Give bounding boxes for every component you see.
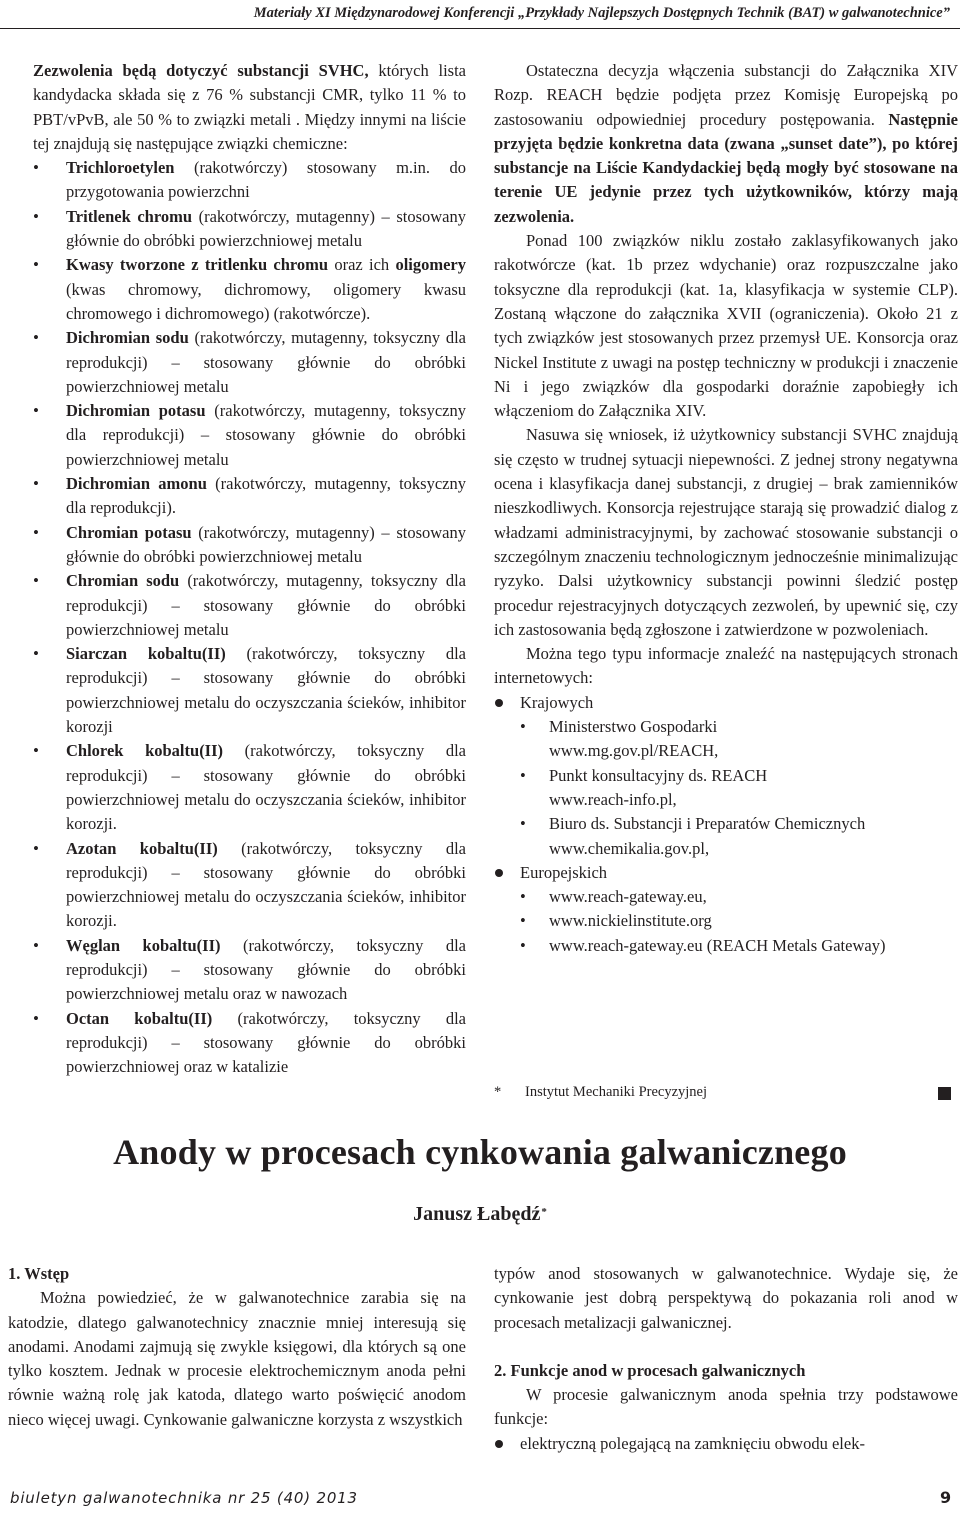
list-item xyxy=(33,326,466,399)
substance-name: Chromian potasu xyxy=(66,522,192,542)
author-footnote-mark: * xyxy=(541,1206,547,1218)
paragraph-conclusion: Nasuwa się wniosek, iż użytkownicy substancji SVHC znajdują się często w trudnej sytuacji niepewności. Z jednej strony negatywna ocena i klasyfikacja danej substancji, z drugiej – brak zamienników nieszkodliwych. Konsorcja rejestrujące starają się prowadzić dialog z władzami administracyjnymi, by zachować stosowanie substancji o szczególnym znaczeniu technologicznym jednocześnie minimalizując ryzyko. Dalsi użytkownicy substancji powinni śledzić postęp procedur rejestracyjnych dotyczących zezwoleń, by upewnić się, czy ich zastosowania będą zgłoszone i zatwierdzone w pozwoleniach. xyxy=(494,425,958,639)
list-item xyxy=(33,156,466,205)
substance-name: Węglan kobaltu(II) xyxy=(66,935,221,955)
end-of-article-mark xyxy=(938,1087,951,1100)
website-url: www.chemikalia.gov.pl, xyxy=(549,838,710,858)
article-title: Anody w procesach cynkowania galwanicznego xyxy=(113,1132,847,1172)
substance-description: (rakotwórczy, mutagenny, toksyczny dla reprodukcji) – stosowany głównie do obróbki powierzchniowej metalu xyxy=(66,571,466,639)
list-item xyxy=(494,861,958,958)
list-item xyxy=(33,205,466,254)
footer-journal-name: biuletyn galwanotechnika nr 25 (40) 2013 xyxy=(10,1489,358,1507)
substance-description: (rakotwórczy, mutagenny, toksyczny dla reprodukcji) – stosowany głównie do obróbki powierzchniowej metalu xyxy=(66,401,466,469)
article-right-column xyxy=(494,1262,958,1456)
left-column xyxy=(33,59,466,1079)
substance-description: (rakotwórczy) stosowany m.in. do przygotowania powierzchni xyxy=(66,158,466,202)
institution-name: • Punkt konsultacyjny ds. REACH xyxy=(520,764,958,788)
page-number: 9 xyxy=(940,1488,952,1507)
substance-description: (rakotwórczy, toksyczny dla reprodukcji) – stosowany głównie do obróbki powierzchniowej metalu do oczyszczania ścieków, inhibitor korozji. xyxy=(66,838,466,931)
section-1-continuation: typów anod stosowanych w galwanotechnice. Wydaje się, że cynkowanie jest dobrą perspektywą do pokazania roli anod w procesach metalizacji galwanicznej. xyxy=(494,1264,958,1332)
substance-name: Trichloroetylen xyxy=(66,158,175,178)
list-item xyxy=(33,837,466,934)
substance-description: (rakotwórczy, toksyczny dla reprodukcji) – stosowany głównie do obróbki powierzchniowej metalu oraz w nawozach xyxy=(66,935,466,1004)
substance-description: (rakotwórczy, mutagenny) – stosowany głównie do obróbki powierzchniowej metalu xyxy=(66,206,467,251)
paragraph-sunset-date-bold: Następnie przyjęta będzie konkretna data (zwana „sunset date”), po której substancje na Liście Kandydackiej będą mogły być stosowane na terenie UE jedynie przez tych użytkowników, którzy mają zezwolenia. xyxy=(494,109,958,226)
website-sublist xyxy=(520,885,958,958)
substance-name: Dichromian potasu xyxy=(66,401,206,421)
svhc-intro-text: których lista kandydacka składa się z 76 % substancji CMR, tylko 11 % to PBT/vPvB, ale 50 % to związki metali . Między innymi na liście tej znajdują się następujące związki chemiczne: xyxy=(33,61,466,153)
right-column xyxy=(494,59,958,958)
website-list xyxy=(494,691,958,958)
website-url: www.mg.gov.pl/REACH, xyxy=(549,741,719,761)
substance-description: (rakotwórczy, mutagenny, toksyczny dla reprodukcji) – stosowany głównie do obróbki powierzchniowej metalu xyxy=(66,328,467,396)
substance-name: Dichromian amonu xyxy=(66,474,207,494)
article-author xyxy=(0,1199,960,1229)
substance-name: Chromian sodu xyxy=(66,571,180,591)
substance-name: Kwasy tworzone z tritlenku chromu xyxy=(66,255,329,275)
footnote-mark: * xyxy=(494,1084,502,1100)
footnote-text: Instytut Mechaniki Precyzyjnej xyxy=(525,1084,708,1100)
paragraph-sunset-date xyxy=(494,59,958,229)
substance-name: Octan kobaltu(II) xyxy=(66,1008,213,1028)
substance-name: Dichromian sodu xyxy=(66,328,189,348)
section-1-text: Można powiedzieć, że w galwanotechnice zarabia się na katodzie, dlatego galwanotechnicy znacznie mniej interesują się anodami. Anodami zajmują się zwykle księgowi, dla których są one tylko kosztem. Jednak w procesie elektrochemicznym anoda pełni równie ważną rolę jak katoda, dlatego warto poświęcić anodom nieco więcej uwagi. Cynkowanie galwaniczne korzysta z wszystkich xyxy=(8,1288,466,1429)
svhc-intro xyxy=(33,59,466,156)
substance-name: Azotan kobaltu(II) xyxy=(66,838,218,858)
website-group-label: Europejskich xyxy=(520,862,608,882)
substance-description: oraz ich xyxy=(328,255,396,275)
substance-name: Siarczan kobaltu(II) xyxy=(66,644,226,664)
institution-name: • Ministerstwo Gospodarki xyxy=(520,715,958,739)
substance-description: (rakotwórczy, toksyczny dla reprodukcji) – stosowany głównie do obróbki powierzchniowej oraz w katalizie xyxy=(66,1008,466,1077)
list-item xyxy=(33,472,466,521)
website-url: • www.reach-gateway.eu, xyxy=(520,885,958,909)
substance-description: (rakotwórczy, mutagenny) – stosowany głównie do obróbki powierzchniowej metalu xyxy=(66,522,466,566)
running-header: Materiały XI Międzynarodowej Konferencji „Przykłady Najlepszych Dostępnych Technik (BAT) w galwanotechnice” xyxy=(253,5,950,21)
section-2-heading: 2. Funkcje anod w procesach galwanicznych xyxy=(494,1360,806,1380)
list-item xyxy=(33,1007,466,1080)
section-1-heading: 1. Wstęp xyxy=(8,1264,70,1283)
list-item xyxy=(33,253,466,326)
list-item xyxy=(33,642,466,739)
website-group-label: Krajowych xyxy=(520,692,594,712)
article-left-column xyxy=(8,1262,466,1432)
list-item: elektryczną polegającą na zamknięciu obwodu elek- xyxy=(494,1432,958,1456)
substance-name: Tritlenek chromu xyxy=(66,206,193,226)
institution-name: • Biuro ds. Substancji i Preparatów Chemicznych xyxy=(520,812,958,836)
list-item xyxy=(33,399,466,472)
paragraph-websites: Można tego typu informacje znaleźć na następujących stronach internetowych: xyxy=(494,644,958,688)
website-url: www.reach-info.pl, xyxy=(549,789,677,809)
anode-functions-list xyxy=(494,1432,958,1456)
list-item xyxy=(494,691,958,861)
substance-description: (rakotwórczy, toksyczny dla reprodukcji) – stosowany głównie do obróbki powierzchniowej metalu do oczyszczania ścieków, inhibitor korozji. xyxy=(66,741,466,834)
website-url: • www.reach-gateway.eu (REACH Metals Gateway) xyxy=(520,934,958,958)
header-rule xyxy=(0,28,960,29)
substance-name: Chlorek kobaltu(II) xyxy=(66,741,224,761)
svhc-intro-bold: Zezwolenia będą dotyczyć substancji SVHC, xyxy=(33,61,369,80)
substance-name-extra: oligomery xyxy=(395,255,466,275)
footnote xyxy=(494,1080,707,1104)
substance-description: (rakotwórczy, toksyczny dla reprodukcji) – stosowany głównie do obróbki powierzchniowej metalu do oczyszczania ścieków, inhibitor korozji xyxy=(66,644,466,737)
website-url: • www.nickielinstitute.org xyxy=(520,909,958,933)
section-2-text: W procesie galwanicznym anoda spełnia trzy podstawowe funkcje: xyxy=(494,1385,958,1429)
paragraph-nickel: Ponad 100 związków niklu zostało zaklasyfikowanych jako rakotwórcze (kat. 1b przez wdychanie) oraz rozpuszczalne jako toksyczne dla reprodukcji (kat. 1a, klasyfikacja w systemie CLP). Zostaną włączone do załącznika XVII (ograniczenia). Około 21 z tych związków jest stosowanych przez przemysł UE. Konsorcja oraz Nickel Institute z uwagi na postęp techniczny w produkcji i znaczenie Ni i jego związków dla gospodarki doraźnie zapobiegły ich włączeniom do Załącznika XIV. xyxy=(494,231,958,421)
author-name: Janusz Łabędź xyxy=(413,1203,541,1225)
svhc-list xyxy=(33,156,466,1079)
list-item xyxy=(33,569,466,642)
paragraph-sunset-date-text: Ostateczna decyzja włączenia substancji do Załącznika XIV Rozp. REACH będzie podjęta przez Komisję Europejską po zastosowaniu odpowiedniej procedury postępowania. xyxy=(494,61,958,129)
substance-description-extra: (kwas chromowy, dichromowy, oligomery kwasu chromowego i dichromowego) (rakotwórcze). xyxy=(66,279,466,323)
list-item xyxy=(33,739,466,836)
substance-description: (rakotwórczy, mutagenny, toksyczny dla reprodukcji). xyxy=(66,474,466,518)
website-sublist xyxy=(520,715,958,861)
list-item xyxy=(33,934,466,1007)
list-item xyxy=(33,521,466,570)
